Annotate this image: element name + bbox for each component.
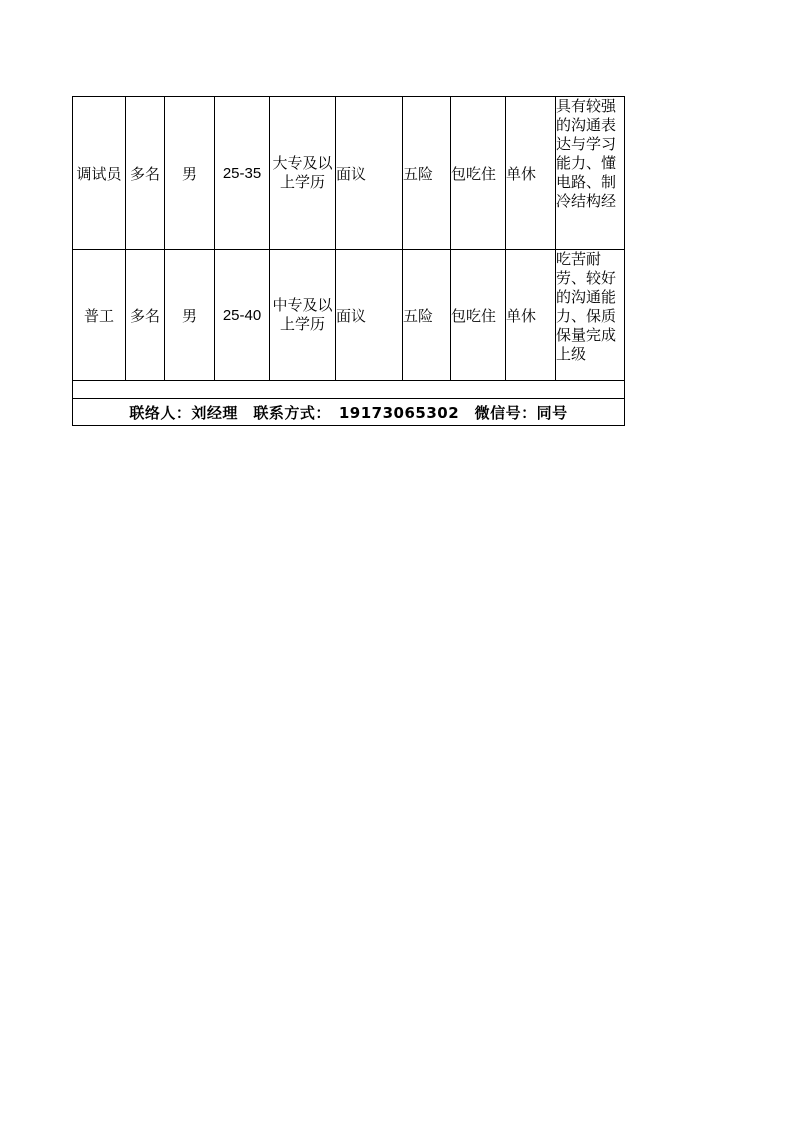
blank-cell [73,381,625,399]
table-row [73,250,625,381]
contact-row [73,399,625,426]
rest-cell: 单休 [506,97,556,250]
contact-info: 联络人：刘经理 联系方式： 19173065302 微信号：同号 [73,399,625,426]
housing-cell: 包吃住 [451,250,506,381]
salary-cell: 面议 [336,97,403,250]
requirements-cell [556,250,625,381]
requirements-text: 具有较强的沟通表达与学习能力、懂电路、制冷结构经 [556,97,617,210]
gender-cell: 男 [165,97,215,250]
rest-cell: 单休 [506,250,556,381]
gender-cell: 男 [165,250,215,381]
salary-cell: 面议 [336,250,403,381]
position-cell: 普工 [73,250,126,381]
count-cell: 多名 [126,97,165,250]
blank-row [73,381,625,399]
housing-cell: 包吃住 [451,97,506,250]
insurance-cell: 五险 [403,250,451,381]
position-cell: 调试员 [73,97,126,250]
recruitment-table [72,96,625,426]
table-row [73,97,625,250]
age-cell: 25-35 [215,97,270,250]
age-cell: 25-40 [215,250,270,381]
requirements-text: 吃苦耐劳、较好的沟通能力、保质保量完成上级 [556,250,617,363]
education-cell: 大专及以上学历 [270,97,336,250]
education-cell: 中专及以上学历 [270,250,336,381]
insurance-cell: 五险 [403,97,451,250]
requirements-cell [556,97,625,250]
count-cell: 多名 [126,250,165,381]
